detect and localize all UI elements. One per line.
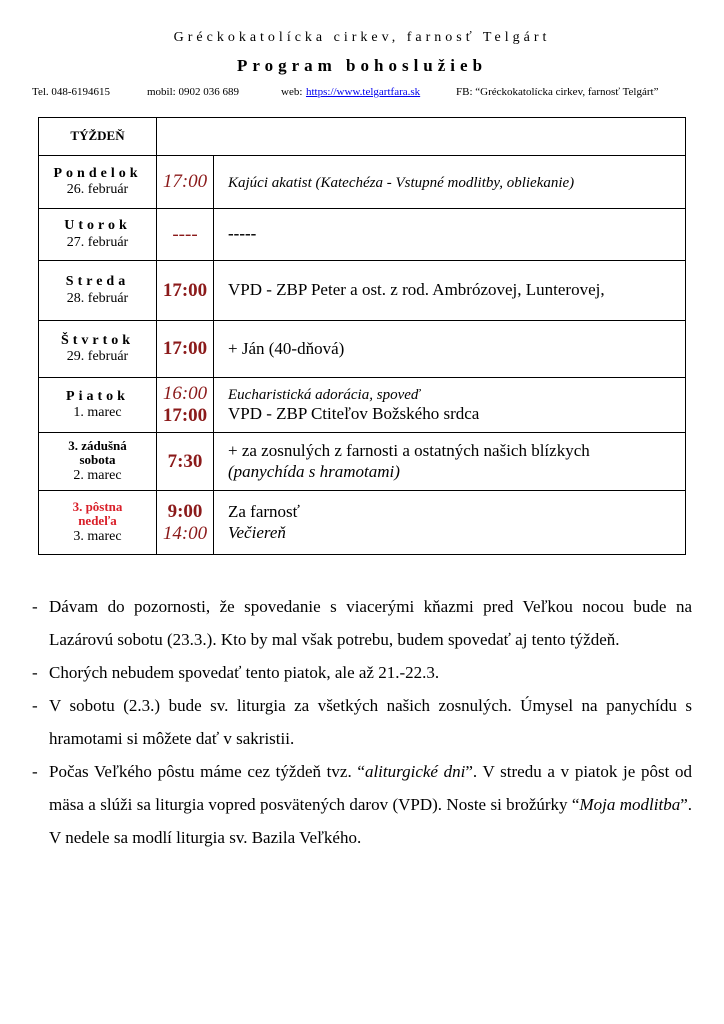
website-link[interactable]: https://www.telgartfara.sk — [306, 86, 421, 98]
description: Večiereň — [228, 522, 286, 542]
table-row — [39, 261, 686, 321]
day-date: 1. marec — [73, 405, 122, 420]
day-cell — [39, 378, 157, 433]
time: ---- — [172, 223, 198, 245]
time-cell — [157, 156, 214, 209]
day-date: 28. február — [66, 290, 129, 306]
time-cell — [157, 433, 214, 491]
day-name: sobota — [79, 452, 116, 468]
day-name: 3. zádušná — [68, 437, 127, 453]
time: 17:00 — [162, 171, 208, 193]
list-item: - Dávam do pozornosti, že spovedanie s viacerými kňazmi pred Veľkou nocou bude na Lazárovú sobotu (23.3.). Kto by mal však potrebu, budem spovedať aj tento týždeň. — [32, 597, 692, 649]
time-cell — [157, 491, 214, 555]
desc-cell — [214, 156, 686, 209]
day-cell — [39, 261, 157, 321]
day-cell — [39, 156, 157, 209]
day-name: Piatok — [66, 388, 129, 404]
time-cell — [157, 261, 214, 321]
time: 17:00 — [162, 338, 208, 360]
day-name: Štvrtok — [60, 332, 135, 348]
time: 9:00 — [167, 500, 203, 522]
table-row — [39, 433, 686, 491]
table-row — [39, 209, 686, 261]
day-cell — [39, 321, 157, 378]
desc-cell — [214, 209, 686, 261]
week-empty-cell — [157, 118, 686, 156]
time-cell — [157, 321, 214, 378]
day-name: nedeľa — [78, 513, 117, 529]
mobile: mobil: 0902 036 689 — [147, 86, 239, 98]
table-row — [39, 491, 686, 555]
day-cell — [39, 433, 157, 491]
table-row — [39, 321, 686, 378]
description: Za farnosť — [228, 502, 300, 522]
week-label-cell — [39, 118, 157, 156]
desc-cell — [214, 433, 686, 491]
web-label: web: — [281, 86, 303, 98]
description: + za zosnulých z farnosti a ostatných našich blízkych — [228, 441, 590, 461]
day-date: 26. február — [66, 182, 129, 197]
day-name: Utorok — [64, 218, 131, 234]
day-date: 3. marec — [73, 529, 122, 545]
day-date: 29. február — [66, 349, 129, 364]
facebook: FB: “Gréckokatolícka cirkev, farnosť Telgárt” — [456, 86, 659, 98]
time: 16:00 — [162, 383, 208, 405]
description: (panychída s hramotami) — [228, 461, 400, 481]
desc-cell — [214, 321, 686, 378]
page-title: Program bohoslužieb — [236, 56, 488, 75]
note-text: V sobotu (2.3.) bude sv. liturgia za všetkých našich zosnulých. Úmysel na panychídu s hramotami si môžete dať v sakristii. — [49, 696, 692, 748]
time-cell — [157, 378, 214, 433]
list-item: - Počas Veľkého pôstu máme cez týždeň tvz. “aliturgické dni”. V stredu a v piatok je pôst od mäsa a slúži sa liturgia vopred posvätených darov (VPD). Noste si brožúrky “Moja modlitba”. V nedele sa modlí liturgia sv. Bazila Veľkého. — [32, 762, 692, 847]
day-cell — [39, 491, 157, 555]
desc-cell — [214, 491, 686, 555]
time: 17:00 — [162, 405, 208, 426]
description: Eucharistická adorácia, spoveď — [228, 386, 421, 403]
table-row — [39, 156, 686, 209]
description: + Ján (40-dňová) — [228, 338, 345, 358]
day-cell — [39, 209, 157, 261]
desc-cell — [214, 261, 686, 321]
note-text: Chorých nebudem spovedať tento piatok, ale až 21.-22.3. — [49, 663, 440, 682]
time: 17:00 — [162, 279, 208, 301]
table-header-row — [39, 118, 686, 156]
day-name: 3. pôstna — [72, 498, 123, 514]
day-name: Streda — [65, 274, 130, 290]
notes-list — [32, 590, 692, 854]
table-row — [39, 378, 686, 433]
contact-line — [0, 86, 724, 100]
time-cell — [157, 209, 214, 261]
note-text: Dávam do pozornosti, že spovedanie s viacerými kňazmi pred Veľkou nocou bude na Lazárovú sobotu (23.3.). Kto by mal však potrebu, budem spovedať aj tento týždeň. — [49, 597, 692, 649]
list-item: - Chorých nebudem spovedať tento piatok, ale až 21.-22.3. — [32, 663, 440, 682]
description: ----- — [228, 224, 257, 244]
week-label: TÝŽDEŇ — [70, 128, 125, 144]
schedule-table — [38, 117, 686, 555]
day-date: 2. marec — [73, 468, 122, 484]
desc-cell — [214, 378, 686, 433]
day-name: Pondelok — [53, 165, 142, 181]
description: VPD - ZBP Ctiteľov Božského srdca — [228, 403, 480, 423]
time: 14:00 — [162, 522, 208, 544]
phone: Tel. 048-6194615 — [32, 86, 111, 98]
list-item: - V sobotu (2.3.) bude sv. liturgia za všetkých našich zosnulých. Úmysel na panychídu s hramotami si môžete dať v sakristii. — [32, 696, 692, 748]
time: 7:30 — [167, 450, 203, 472]
church-name: Gréckokatolícka cirkev, farnosť Telgárt — [173, 30, 551, 45]
description: VPD - ZBP Peter a ost. z rod. Ambrózovej, Lunterovej, — [228, 280, 605, 300]
note-text: Počas Veľkého pôstu máme cez týždeň tvz. “aliturgické dni”. V stredu a v piatok je pôst od mäsa a slúži sa liturgia vopred posvätených darov (VPD). Noste si brožúrky “Moja modlitba”. V nedele sa modlí liturgia sv. Bazila Veľkého. — [49, 762, 692, 847]
description: Kajúci akatist (Katechéza - Vstupné modlitby, obliekanie) — [228, 174, 575, 191]
day-date: 27. február — [66, 234, 129, 250]
